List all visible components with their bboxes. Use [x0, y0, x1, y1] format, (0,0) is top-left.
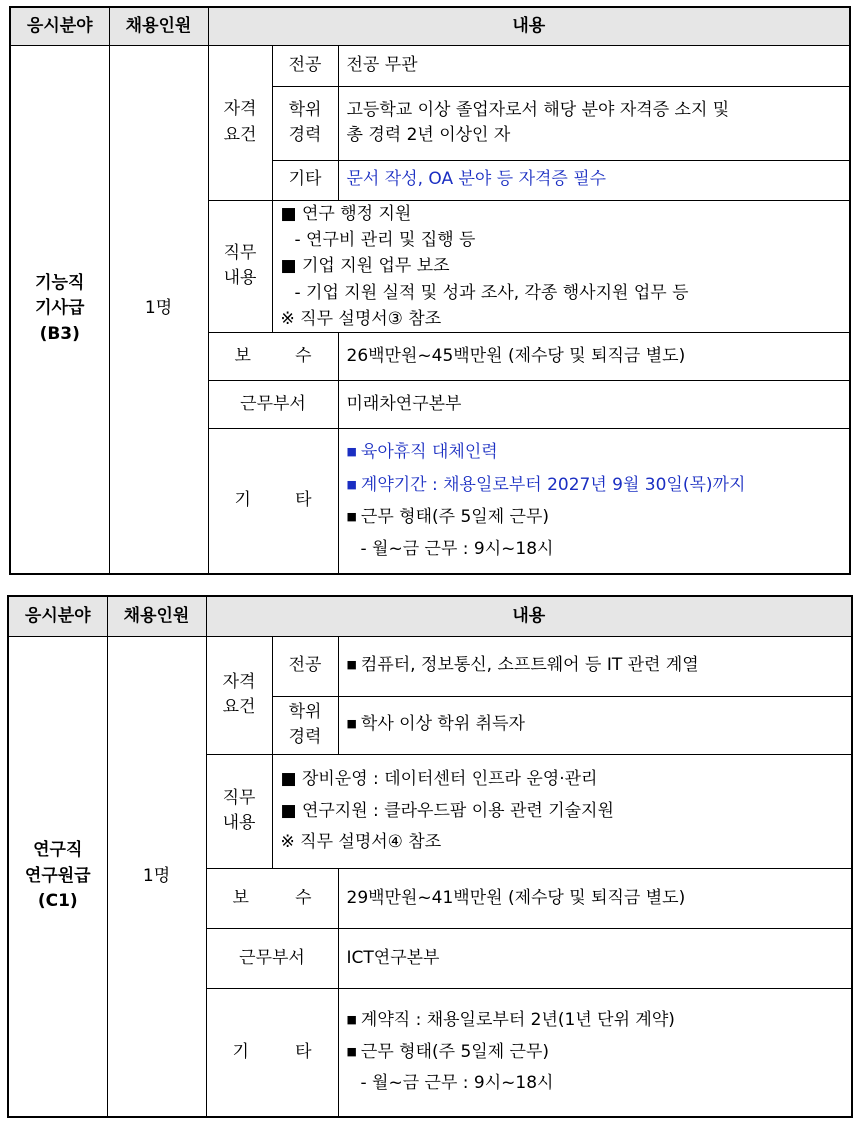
other-line: - 월~금 근무 : 9시~18시 — [360, 539, 554, 560]
header-row — [10, 7, 850, 45]
job-table-b3 — [9, 6, 851, 575]
degree-label — [272, 696, 338, 754]
other-label — [206, 989, 338, 1117]
dept-label: 근무부서 — [206, 929, 338, 989]
dept-value: 미래차연구본부 — [338, 381, 850, 429]
pay-label-char: 보 — [232, 887, 249, 908]
header-count: 채용인원 — [109, 7, 208, 45]
duty-line: ※ 직무 설명서③ 참조 — [280, 308, 442, 329]
etc-value: 문서 작성, OA 분야 등 자격증 필수 — [338, 160, 850, 200]
qual-label — [206, 636, 272, 754]
major-label: 전공 — [272, 636, 338, 696]
degree-label-line: 경력 — [288, 125, 322, 145]
duty-line: ■ 기업 지원 업무 보조 — [280, 256, 450, 277]
count-cell: 1명 — [109, 45, 208, 574]
degree-value-line: 총 경력 2년 이상인 자 — [346, 125, 511, 145]
qual-label-line: 요건 — [222, 697, 256, 718]
degree-value — [338, 696, 852, 754]
other-label — [208, 429, 338, 574]
other-label-char: 타 — [295, 1041, 312, 1062]
field-line: 기사급 — [35, 298, 85, 319]
etc-label: 기타 — [272, 160, 338, 200]
pay-label — [206, 869, 338, 929]
job-table-c1 — [7, 595, 853, 1118]
pay-label-char: 보 — [234, 345, 251, 366]
bullet-square-icon: ■ — [346, 717, 357, 731]
major-value: 전공 무관 — [338, 45, 850, 86]
other-label-char: 기 — [234, 490, 251, 511]
field-line: 기능직 — [35, 272, 85, 293]
header-content: 내용 — [206, 596, 852, 636]
major-label: 전공 — [272, 45, 338, 86]
pay-label-char: 수 — [295, 345, 312, 366]
bullet-square-icon: ■ — [346, 477, 357, 491]
degree-value — [338, 86, 850, 160]
duty-label-line: 직무 — [223, 242, 257, 263]
duty-label-line: 내용 — [222, 813, 256, 834]
field-line: (B3) — [39, 323, 80, 344]
degree-label-line: 학위 — [288, 99, 322, 120]
other-line-text: 근무 형태(주 5일제 근무) — [360, 1041, 549, 1062]
duty-label-line: 직무 — [222, 787, 256, 808]
other-line-text: 계약기간 : 채용일로부터 2027년 9월 30일(목)까지 — [360, 474, 746, 495]
duty-label — [206, 754, 272, 868]
other-label-char: 타 — [295, 490, 312, 511]
qual-label-line: 자격 — [222, 671, 256, 692]
duty-label — [208, 200, 272, 333]
header-field: 응시분야 — [10, 7, 109, 45]
other-content — [338, 989, 852, 1117]
header-content: 내용 — [208, 7, 850, 45]
qual-label — [208, 45, 272, 200]
bullet-square-icon: ■ — [346, 658, 357, 672]
bullet-square-icon: ■ — [346, 1044, 357, 1058]
other-line — [347, 501, 844, 533]
dept-value: ICT연구본부 — [338, 929, 852, 989]
other-line: - 월~금 근무 : 9시~18시 — [360, 1073, 554, 1094]
other-line-text: 계약직 : 채용일로부터 2년(1년 단위 계약) — [360, 1010, 675, 1031]
duty-line: ※ 직무 설명서④ 참조 — [280, 832, 442, 853]
degree-value-text: 학사 이상 학위 취득자 — [360, 714, 525, 735]
field-cell — [8, 636, 107, 1117]
other-line — [347, 469, 844, 501]
other-label-char: 기 — [232, 1041, 249, 1062]
other-line — [347, 1037, 846, 1068]
count-cell: 1명 — [107, 636, 206, 1117]
field-cell — [10, 45, 109, 574]
major-value — [338, 636, 852, 696]
other-content — [338, 429, 850, 574]
bullet-square-icon: ■ — [346, 1013, 357, 1027]
dept-label: 근무부서 — [208, 381, 338, 429]
qual-label-line: 요건 — [223, 124, 257, 145]
degree-value-line: 고등학교 이상 졸업자로서 해당 분야 자격증 소지 및 — [346, 99, 730, 120]
other-line — [347, 436, 844, 468]
header-row — [8, 596, 852, 636]
pay-value: 29백만원~41백만원 (제수당 및 퇴직금 별도) — [338, 869, 852, 929]
field-line: 연구원급 — [24, 865, 91, 886]
other-line-text: 근무 형태(주 5일제 근무) — [360, 506, 549, 527]
field-line: (C1) — [37, 891, 78, 912]
other-line-text: 육아휴직 대체인력 — [360, 442, 498, 463]
header-count: 채용인원 — [107, 596, 206, 636]
duty-content — [272, 754, 852, 868]
pay-value: 26백만원~45백만원 (제수당 및 퇴직금 별도) — [338, 333, 850, 381]
degree-label-line: 경력 — [288, 727, 322, 748]
header-field: 응시분야 — [8, 596, 107, 636]
duty-line: ■ 장비운영 : 데이터센터 인프라 운영·관리 — [280, 769, 598, 790]
pay-label — [208, 333, 338, 381]
other-line — [347, 1005, 846, 1036]
duty-line: - 연구비 관리 및 집행 등 — [294, 229, 476, 250]
bullet-square-icon: ■ — [346, 509, 357, 523]
degree-label — [272, 86, 338, 160]
duty-line: - 기업 지원 실적 및 성과 조사, 각종 행사지원 업무 등 — [294, 282, 689, 303]
field-line: 연구직 — [33, 840, 83, 861]
degree-label-line: 학위 — [288, 701, 322, 722]
duty-line: ■ 연구 행정 지원 — [280, 203, 412, 224]
pay-label-char: 수 — [295, 887, 312, 908]
qual-label-line: 자격 — [223, 99, 257, 119]
duty-content — [272, 200, 850, 333]
duty-line: ■ 연구지원 : 클라우드팜 이용 관련 기술지원 — [280, 800, 614, 821]
duty-label-line: 내용 — [223, 268, 257, 289]
bullet-square-icon: ■ — [346, 445, 357, 459]
major-value-text: 컴퓨터, 정보통신, 소프트웨어 등 IT 관련 계열 — [360, 655, 699, 676]
